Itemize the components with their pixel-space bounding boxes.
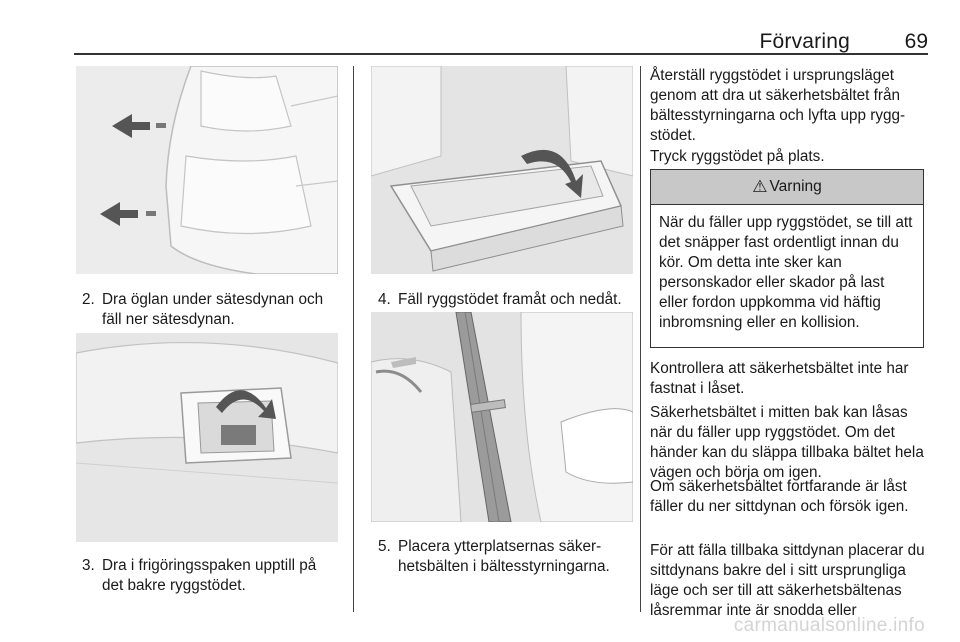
step-text: Dra i frigöringsspaken upptill på det bakre ryggstödet.: [102, 557, 317, 594]
step-5: [378, 537, 636, 577]
step-text: Placera ytterplatsernas säkerhetsbälten i bältesstyrningarna.: [398, 538, 610, 575]
paragraph-fold-cushion-back: För att fälla tillbaka sittdynan placerar du sittdynans bakre del i sitt ursprungliga läge och ser till att säkerhetsbältenas låsremmar inte är snodda eller: [650, 542, 925, 619]
page-number: 69: [904, 30, 928, 53]
step-2: [82, 290, 340, 330]
warning-text: När du fäller upp ryggstödet, se till att det snäpper fast ordentligt innan du kör. Om detta inte sker kan personskador eller skador på last eller fordon uppkomma vid häftig inbromsning eller en kollision.: [659, 214, 913, 331]
step-number: 2.: [82, 291, 95, 308]
watermark: carmanualsonline.info: [733, 615, 925, 636]
warning-title: Varning: [769, 178, 822, 195]
illustration-seatbelt-guide: [371, 312, 633, 522]
header-rule: [74, 53, 928, 55]
step-number: 4.: [378, 291, 391, 308]
step-number: 3.: [82, 557, 95, 574]
step-3: [82, 556, 340, 596]
column-divider-right: [640, 66, 641, 612]
paragraph-center-belt: Säkerhetsbältet i mitten bak kan låsas när du fäller upp ryggstödet. Om det händer kan du släppa tillbaka bältet hela vägen och börja om igen.: [650, 404, 924, 481]
paragraph-press-backrest: Tryck ryggstödet på plats.: [650, 148, 825, 165]
paragraph-belt-locked: Om säkerhetsbältet fortfarande är låst fäller du ner sittdynan och försök igen.: [650, 478, 909, 515]
warning-triangle-icon: ⚠: [752, 177, 768, 196]
page-header-title: Förvaring: [759, 30, 850, 53]
step-number: 5.: [378, 538, 391, 555]
illustration-folded-backrest: [371, 66, 633, 274]
illustration-release-lever: [76, 333, 338, 542]
illustration-seat-cushion-loops: [76, 66, 338, 274]
paragraph-restore-backrest: Återställ ryggstödet i ursprungsläget genom att dra ut säkerhetsbältet från bältesstyrningarna och lyfta upp ryggstödet.: [650, 67, 906, 144]
warning-header: [651, 170, 923, 205]
column-divider-left: [353, 66, 354, 612]
paragraph-check-belt: Kontrollera att säkerhetsbältet inte har fastnat i låset.: [650, 360, 909, 397]
step-text: Fäll ryggstödet framåt och nedåt.: [398, 291, 622, 308]
step-4: [378, 290, 636, 310]
warning-box: [650, 169, 924, 348]
step-text: Dra öglan under sätesdynan och fäll ner sätesdynan.: [102, 291, 324, 328]
